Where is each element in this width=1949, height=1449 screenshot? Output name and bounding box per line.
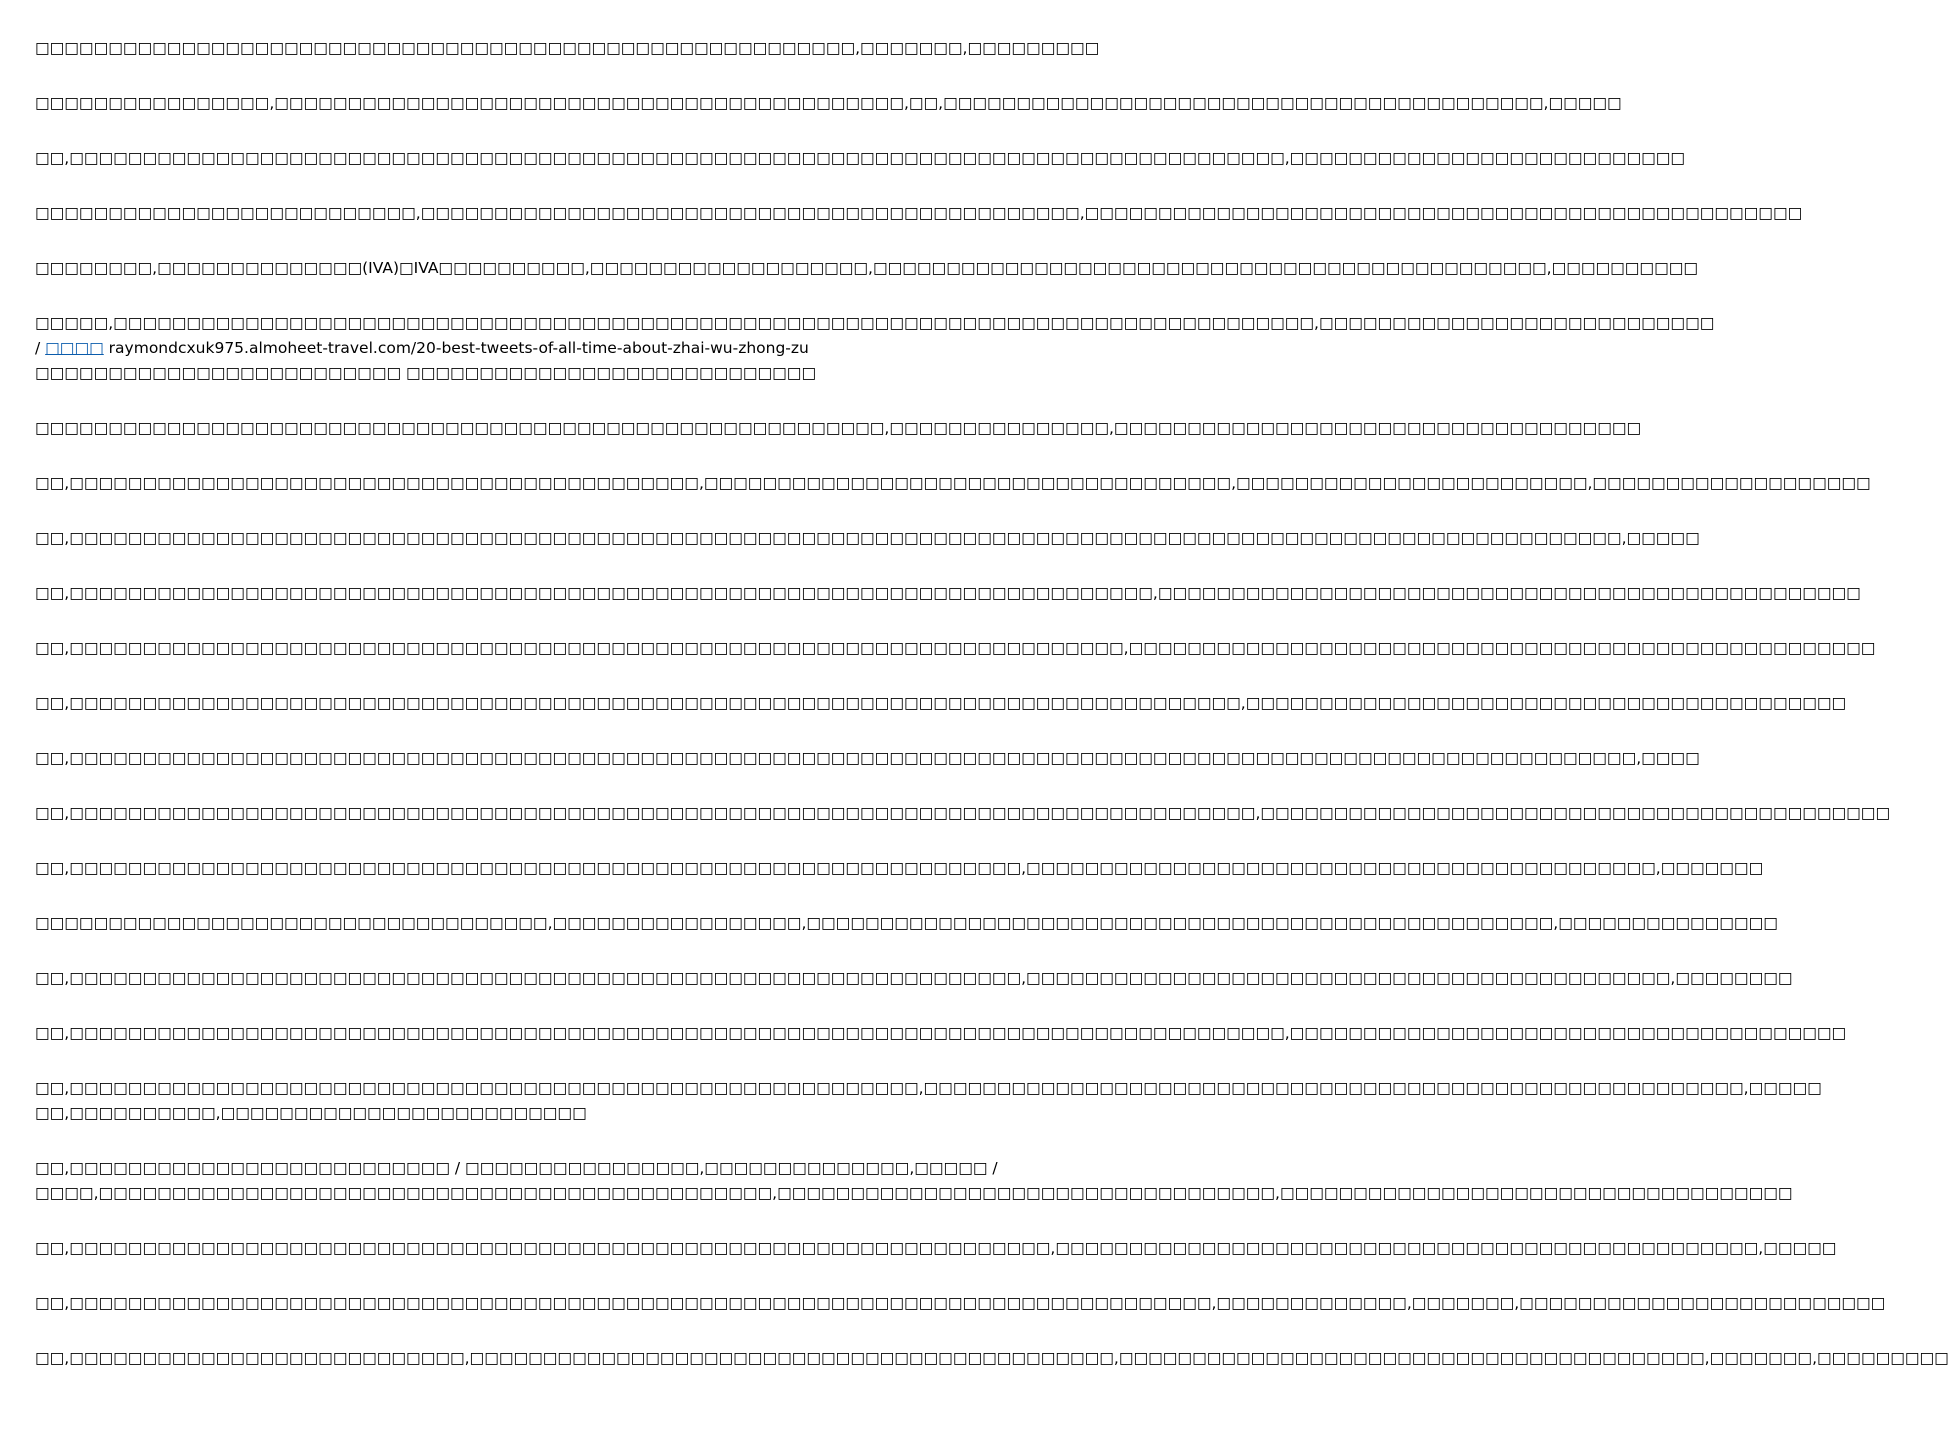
paragraph-line: □□,□□□□□□□□□□□□□□□□□□□□□□□□□□□□□□□□□□□□□□□□□□□□□□□□□□□□□□□□□□□□□□□□□□□□□□□□□□□□□□□□,□□□□□□□□□□□□□□□□□□□□□□□□□□□□□□□□□□□□□□□□□ bbox=[35, 694, 1847, 712]
paragraph-9 bbox=[35, 526, 1700, 551]
paragraph-6 bbox=[35, 311, 1715, 386]
paragraph-20 bbox=[35, 1156, 1793, 1206]
paragraph-1 bbox=[35, 36, 1100, 61]
paragraph-3 bbox=[35, 146, 1686, 171]
paragraph-line: □□,□□□□□□□□□□□□□□□□□□□□□□□□□□□□□□□□□□□□□□□□□□□□□□□□□□□□□□□□□□,□□□□□□□□□□□□□□□□□□□□□□□□□□□□□□□□□□□□□□□□□□□□□□□□□□□□□□□□,□□□□□ bbox=[35, 1079, 1822, 1097]
paragraph-line: □□□□□,□□□□□□□□□□□□□□□□□□□□□□□□□□□□□□□□□□□□□□□□□□□□□□□□□□□□□□□□□□□□□□□□□□□□□□□□□□□□□□□□□□,□□□□□□□□□□□□□□□□□□□□□□□□□□□ bbox=[35, 314, 1715, 332]
paragraph-line: □□,□□□□□□□□□□□□□□□□□□□□□□□□□□□□□□□□□□□□□□□□□□□□□□□□□□□□□□□□□□□□□□□□□□□,□□□□□□□□□□□□□□□□□□□□□□□□□□□□□□□□□□□□□□□□□□□□□□□□,□□□□□ bbox=[35, 1239, 1837, 1257]
link-prefix: / bbox=[35, 339, 46, 357]
paragraph-21 bbox=[35, 1236, 1837, 1261]
paragraph-16 bbox=[35, 911, 1778, 936]
paragraph-line: □□,□□□□□□□□□□□□□□□□□□□□□□□□□□ / □□□□□□□□□□□□□□□□,□□□□□□□□□□□□□□,□□□□□ / bbox=[35, 1159, 998, 1177]
paragraph-line: □□□□□□□□□□□□□□□□□□□□□□□□□□□□□□□□□□□□□□□□□□□□□□□□□□□□□□□□□□,□□□□□□□□□□□□□□□,□□□□□□□□□□□□□□□□□□□□□□□□□□□□□□□□□□□□ bbox=[35, 419, 1642, 437]
paragraph-23 bbox=[35, 1346, 1949, 1371]
paragraph-13 bbox=[35, 746, 1700, 771]
paragraph-8 bbox=[35, 471, 1871, 496]
paragraph-2 bbox=[35, 91, 1622, 116]
paragraph-19 bbox=[35, 1076, 1822, 1126]
paragraph-line: □□,□□□□□□□□□□□□□□□□□□□□□□□□□□□□□□□□□□□□□□□□□□□□□□□□□□□□□□□□□□□□□□□□□□□□□□□□□□□□□□□□□□□□□□□□□□□□□□□□□□□□□□□□□□,□□□□□ bbox=[35, 529, 1700, 547]
paragraph-17 bbox=[35, 966, 1793, 991]
paragraph-22 bbox=[35, 1291, 1886, 1316]
paragraph-line: □□,□□□□□□□□□□□□□□□□□□□□□□□□□□□□□□□□□□□□□□□□□□□□□□□□□□□□□□□□□□□□□□□□□□□□□□□□,□□□□□□□□□□□□□□□□□□□□□□□□□□□□□□□□□□□□□□□□□□□□□□□□□□□ bbox=[35, 639, 1876, 657]
paragraph-line: □□□□□□□□□□□□□□□□□□□□□□□□□□□□□□□□□□□,□□□□□□□□□□□□□□□□□,□□□□□□□□□□□□□□□□□□□□□□□□□□□□□□□□□□□□□□□□□□□□□□□□□□□,□□□□□□□□□□□□□□□ bbox=[35, 914, 1778, 932]
paragraph-line: □□,□□□□□□□□□□□□□□□□□□□□□□□□□□□□□□□□□□□□□□□□□□□□□□□□□□□□□□□□□□□□□□□□□□□□□□□□□□,□□□□□□□□□□□□□□□□□□□□□□□□□□□□□□□□□□□□□□□□□□□□□□□□ bbox=[35, 584, 1861, 602]
paragraph-line: □□,□□□□□□□□□□□□□□□□□□□□□□□□□□□□□□□□□□□□□□□□□□□,□□□□□□□□□□□□□□□□□□□□□□□□□□□□□□□□□□□□,□□□□□□□□□□□□□□□□□□□□□□□□,□□□□□□□□□□□□□□□□□□□ bbox=[35, 474, 1871, 492]
paragraph-line: □□,□□□□□□□□□□□□□□□□□□□□□□□□□□□□□□□□□□□□□□□□□□□□□□□□□□□□□□□□□□□□□□□□□□□□□□□□□□□□□□□□□□□,□□□□□□□□□□□□□□□□□□□□□□□□□□□ bbox=[35, 149, 1686, 167]
paragraph-line: □□,□□□□□□□□□□□□□□□□□□□□□□□□□□□□□□□□□□□□□□□□□□□□□□□□□□□□□□□□□□□□□□□□□□□□□□□□□□□□□□,□□□□□□□□□□□□□,□□□□□□□,□□□□□□□□□□□□□□□□□□□□□□□□□ bbox=[35, 1294, 1886, 1312]
paragraph-10 bbox=[35, 581, 1861, 606]
paragraph-14 bbox=[35, 801, 1891, 826]
paragraph-18 bbox=[35, 1021, 1847, 1046]
paragraph-12 bbox=[35, 691, 1847, 716]
paragraph-line: □□□□□□□□□□□□□□□□□□□□□□□□□□,□□□□□□□□□□□□□□□□□□□□□□□□□□□□□□□□□□□□□□□□□□□□□,□□□□□□□□□□□□□□□□□□□□□□□□□□□□□□□□□□□□□□□□□□□□□□□□□ bbox=[35, 204, 1803, 222]
paragraph-line: □□□□,□□□□□□□□□□□□□□□□□□□□□□□□□□□□□□□□□□□□□□□□□□□□□□,□□□□□□□□□□□□□□□□□□□□□□□□□□□□□□□□□□,□□□□□□□□□□□□□□□□□□□□□□□□□□□□□□□□□□□ bbox=[35, 1184, 1793, 1202]
document-body bbox=[35, 36, 1949, 1401]
paragraph-line: □□□□□□□□□□□□□□□□,□□□□□□□□□□□□□□□□□□□□□□□□□□□□□□□□□□□□□□□□□□□,□□,□□□□□□□□□□□□□□□□□□□□□□□□□□□□□□□□□□□□□□□□□,□□□□□ bbox=[35, 94, 1622, 112]
paragraph-line: □□□□□□□□□□□□□□□□□□□□□□□□□ □□□□□□□□□□□□□□□□□□□□□□□□□□□□ bbox=[35, 364, 817, 382]
paragraph-line: □□,□□□□□□□□□□□□□□□□□□□□□□□□□□□,□□□□□□□□□□□□□□□□□□□□□□□□□□□□□□□□□□□□□□□□□□□□,□□□□□□□□□□□□□□□□□□□□□□□□□□□□□□□□□□□□□□□□,□□□□□□□,□□□□□□□□□ bbox=[35, 1349, 1949, 1367]
paragraph-line: □□,□□□□□□□□□□□□□□□□□□□□□□□□□□□□□□□□□□□□□□□□□□□□□□□□□□□□□□□□□□□□□□□□□,□□□□□□□□□□□□□□□□□□□□□□□□□□□□□□□□□□□□□□□□□□□□,□□□□□□□□ bbox=[35, 969, 1793, 987]
paragraph-7 bbox=[35, 416, 1642, 441]
paragraph-15 bbox=[35, 856, 1764, 881]
paragraph-5 bbox=[35, 256, 1699, 281]
paragraph-line: □□,□□□□□□□□□□□□□□□□□□□□□□□□□□□□□□□□□□□□□□□□□□□□□□□□□□□□□□□□□□□□□□□□□□□□□□□□□□□□□□□□□□□,□□□□□□□□□□□□□□□□□□□□□□□□□□□□□□□□□□□□□□ bbox=[35, 1024, 1847, 1042]
paragraph-line: □□,□□□□□□□□□□□□□□□□□□□□□□□□□□□□□□□□□□□□□□□□□□□□□□□□□□□□□□□□□□□□□□□□□□□□□□□□□□□□□□□□□□□□□□□□□□□□□□□□□□□□□□□□□□□,□□□□ bbox=[35, 749, 1700, 767]
inline-link[interactable]: □□□□ bbox=[45, 339, 104, 357]
paragraph-line: □□,□□□□□□□□□□□□□□□□□□□□□□□□□□□□□□□□□□□□□□□□□□□□□□□□□□□□□□□□□□□□□□□□□□□□□□□□□□□□□□□□□,□□□□□□□□□□□□□□□□□□□□□□□□□□□□□□□□□□□□□□□□□□□ bbox=[35, 804, 1891, 822]
paragraph-4 bbox=[35, 201, 1803, 226]
paragraph-line: □□,□□□□□□□□□□□□□□□□□□□□□□□□□□□□□□□□□□□□□□□□□□□□□□□□□□□□□□□□□□□□□□□□□,□□□□□□□□□□□□□□□□□□□□□□□□□□□□□□□□□□□□□□□□□□□,□□□□□□□ bbox=[35, 859, 1764, 877]
paragraph-line: □□,□□□□□□□□□□,□□□□□□□□□□□□□□□□□□□□□□□□□ bbox=[35, 1104, 587, 1122]
link-url-text: raymondcxuk975.almoheet-travel.com/20-best-tweets-of-all-time-about-zhai-wu-zhong-zu bbox=[103, 339, 809, 357]
paragraph-line: □□□□□□□□□□□□□□□□□□□□□□□□□□□□□□□□□□□□□□□□□□□□□□□□□□□□□□□□,□□□□□□□,□□□□□□□□□ bbox=[35, 39, 1100, 57]
link-line bbox=[35, 336, 990, 361]
paragraph-line: □□□□□□□□,□□□□□□□□□□□□□□(IVA)□IVA□□□□□□□□□□,□□□□□□□□□□□□□□□□□□□,□□□□□□□□□□□□□□□□□□□□□□□□□□□□□□□□□□□□□□□□□□□□□□,□□□□□□□□□□ bbox=[35, 259, 1699, 277]
paragraph-11 bbox=[35, 636, 1876, 661]
